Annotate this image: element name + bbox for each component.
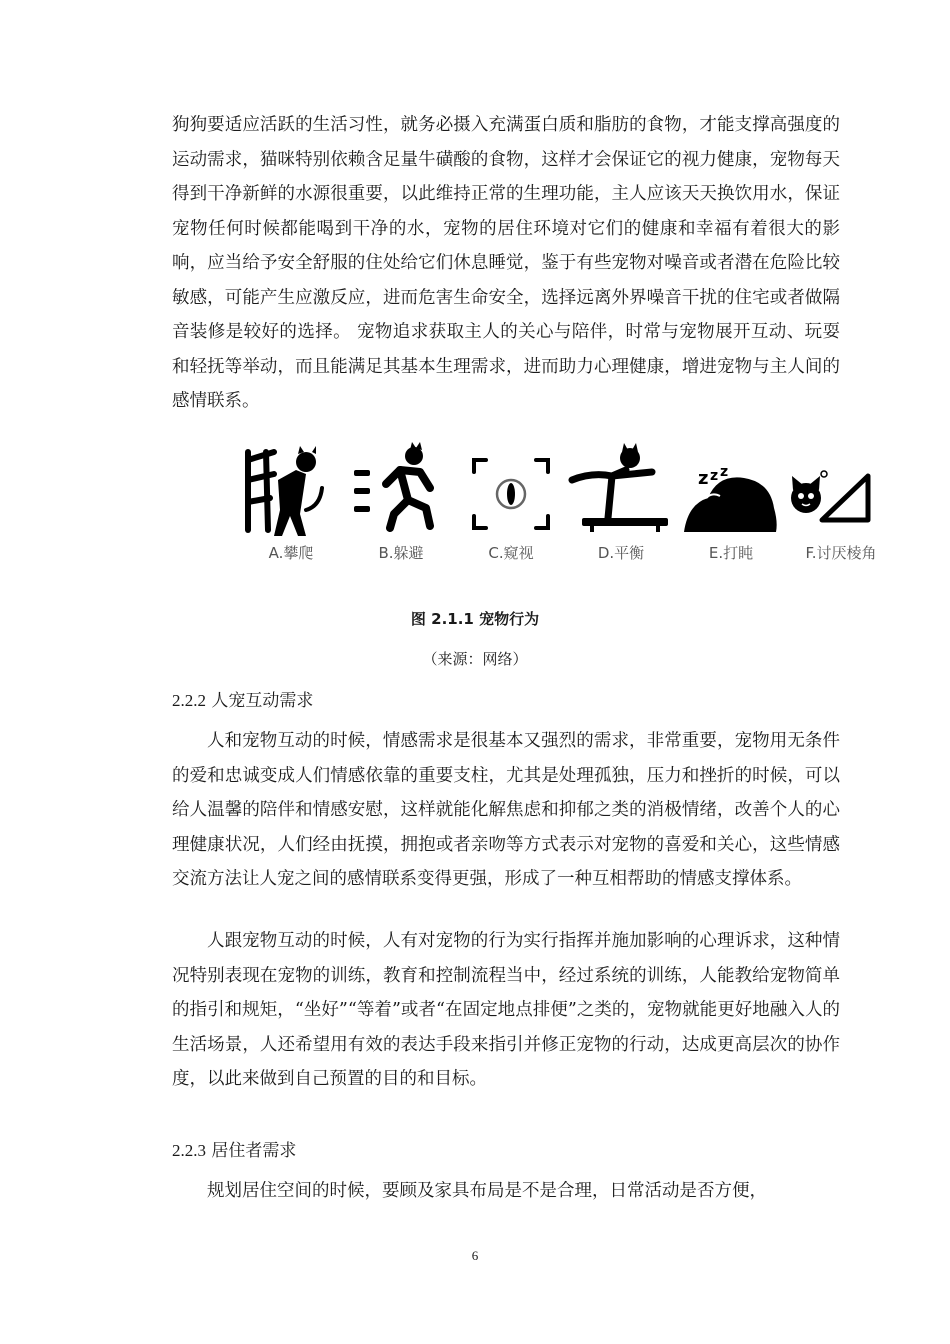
figure-item-dislike-corners — [786, 440, 896, 570]
paragraph-control-needs: 人跟宠物互动的时候，人有对宠物的行为实行指挥并施加影响的心理诉求，这种情况特别表现在宠物的训练，教育和控制流程当中，经过系统的训练，人能教给宠物简单的指引和规矩，“坐好”“等着”或者“在固定地点排便”之类的，宠物就能更好地融入人的生活场景，人还希望用有效的表达手段来指引并修正宠物的行动，达成更高层次的协作度，以此来做到自己预置的目的和目标。 — [172, 931, 840, 1089]
figure-label-balance: D.平衡 — [597, 544, 645, 562]
section-number: 2.2.2 — [172, 691, 206, 710]
figure-item-napping — [676, 440, 786, 570]
svg-text:z: z — [710, 468, 719, 484]
pet-behavior-figure — [236, 440, 876, 570]
svg-text:z: z — [698, 468, 709, 489]
figure-item-peeking — [456, 440, 566, 570]
figure-label-peeking: C.窥视 — [488, 544, 534, 562]
paragraph-resident-needs: 规划居住空间的时候，要顾及家具布局是不是合理，日常活动是否方便， — [207, 1181, 767, 1201]
figure-label-dislike-corners: F.讨厌棱角 — [805, 544, 877, 562]
cat-corner-icon — [786, 440, 896, 540]
figure-label-napping: E.打盹 — [708, 544, 754, 562]
section-heading-2-2-3 — [172, 1136, 296, 1161]
climbing-icon — [236, 440, 346, 540]
sleeping-icon — [676, 440, 786, 540]
figure-item-running — [346, 440, 456, 570]
section-title: 人宠互动需求 — [211, 691, 314, 711]
figure-item-balance — [566, 440, 676, 570]
svg-text:z: z — [720, 464, 729, 480]
figure-caption: 图 2.1.1 宠物行为 — [410, 610, 540, 628]
figure-source: （来源：网络） — [422, 650, 528, 668]
figure-label-climbing: A.攀爬 — [268, 544, 314, 562]
figure-label-running: B.躲避 — [378, 544, 424, 562]
page-number: 6 — [471, 1248, 479, 1263]
section-number: 2.2.3 — [172, 1141, 206, 1160]
section-heading-2-2-2 — [172, 686, 313, 711]
paragraph-emotional-needs: 人和宠物互动的时候，情感需求是很基本又强烈的需求，非常重要，宠物用无条件的爱和忠诚变成人们情感依靠的重要支柱，尤其是处理孤独，压力和挫折的时候，可以给人温馨的陪伴和情感安慰，这样就能化解焦虑和抑郁之类的消极情绪，改善个人的心理健康状况，人们经由抚摸，拥抱或者亲吻等方式表示对宠物的喜爱和关心，这些情感交流方法让人宠之间的感情联系变得更强，形成了一种互相帮助的情感支撑体系。 — [172, 731, 840, 889]
balance-icon — [566, 440, 676, 540]
running-icon — [346, 440, 456, 540]
figure-item-climbing — [236, 440, 346, 570]
paragraph-pet-needs: 狗狗要适应活跃的生活习性，就务必摄入充满蛋白质和脂肪的食物，才能支撑高强度的运动需求，猫咪特别依赖含足量牛磺酸的食物，这样才会保证它的视力健康，宠物每天得到干净新鲜的水源很重要，以此维持正常的生理功能，主人应该天天换饮用水，保证宠物任何时候都能喝到干净的水，宠物的居住环境对它们的健康和幸福有着很大的影响，应当给予安全舒服的住处给它们休息睡觉，鉴于有些宠物对噪音或者潜在危险比较敏感，可能产生应激反应，进而危害生命安全，选择远离外界噪音干扰的住宅或者做隔音装修是较好的选择。 宠物追求获取主人的关心与陪伴，时常与宠物展开互动、玩耍和轻抚等举动，而且能满足其基本生理需求，进而助力心理健康，增进宠物与主人间的感情联系。 — [172, 115, 840, 411]
section-title: 居住者需求 — [211, 1141, 297, 1161]
eye-focus-icon — [456, 440, 566, 540]
